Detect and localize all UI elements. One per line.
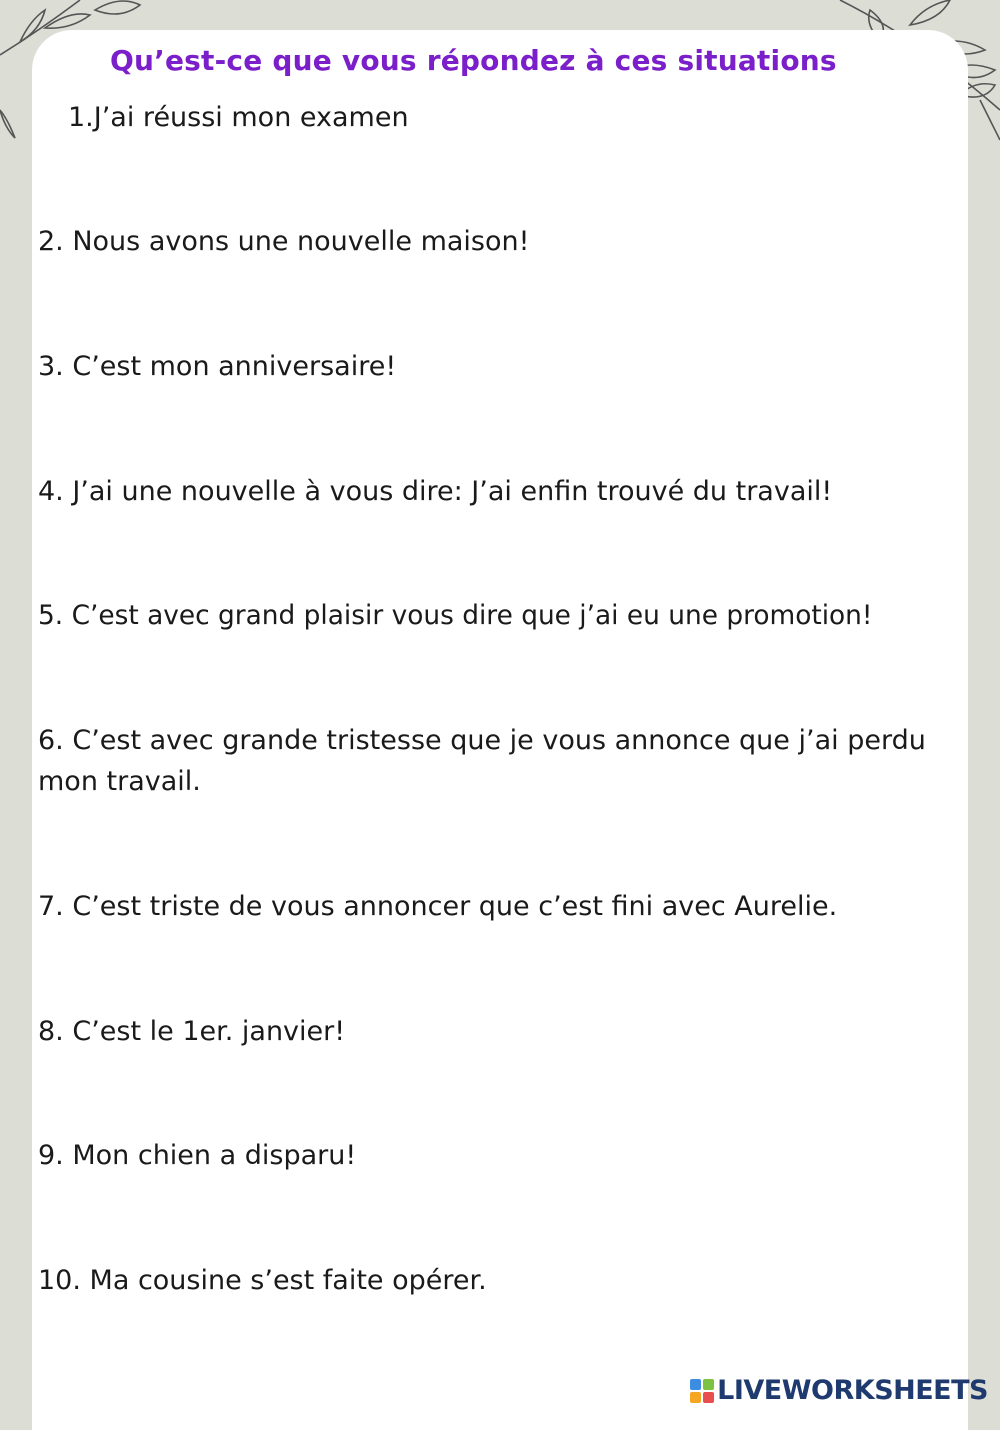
question-6: 6. C’est avec grande tristesse que je vous annonce que j’ai perdu mon travail. bbox=[38, 725, 926, 797]
question-7: 7. C’est triste de vous annoncer que c’est fini avec Aurelie. bbox=[38, 891, 838, 922]
page-title: Qu’est-ce que vous répondez à ces situations bbox=[110, 44, 837, 77]
question-5: 5. C’est avec grand plaisir vous dire que j’ai eu une promotion! bbox=[38, 600, 873, 631]
liveworksheets-logo bbox=[689, 1375, 988, 1406]
question-1: 1.J’ai réussi mon examen bbox=[68, 102, 409, 133]
question-9: 9. Mon chien a disparu! bbox=[38, 1140, 357, 1171]
question-10: 10. Ma cousine s’est faite opérer. bbox=[38, 1265, 487, 1296]
question-2: 2. Nous avons une nouvelle maison! bbox=[38, 226, 530, 257]
question-3: 3. C’est mon anniversaire! bbox=[38, 351, 397, 382]
liveworksheets-logo-icon bbox=[689, 1378, 715, 1404]
question-4: 4. J’ai une nouvelle à vous dire: J’ai enfin trouvé du travail! bbox=[38, 476, 833, 507]
question-8: 8. C’est le 1er. janvier! bbox=[38, 1016, 346, 1047]
logo-text: LIVEWORKSHEETS bbox=[717, 1375, 988, 1406]
